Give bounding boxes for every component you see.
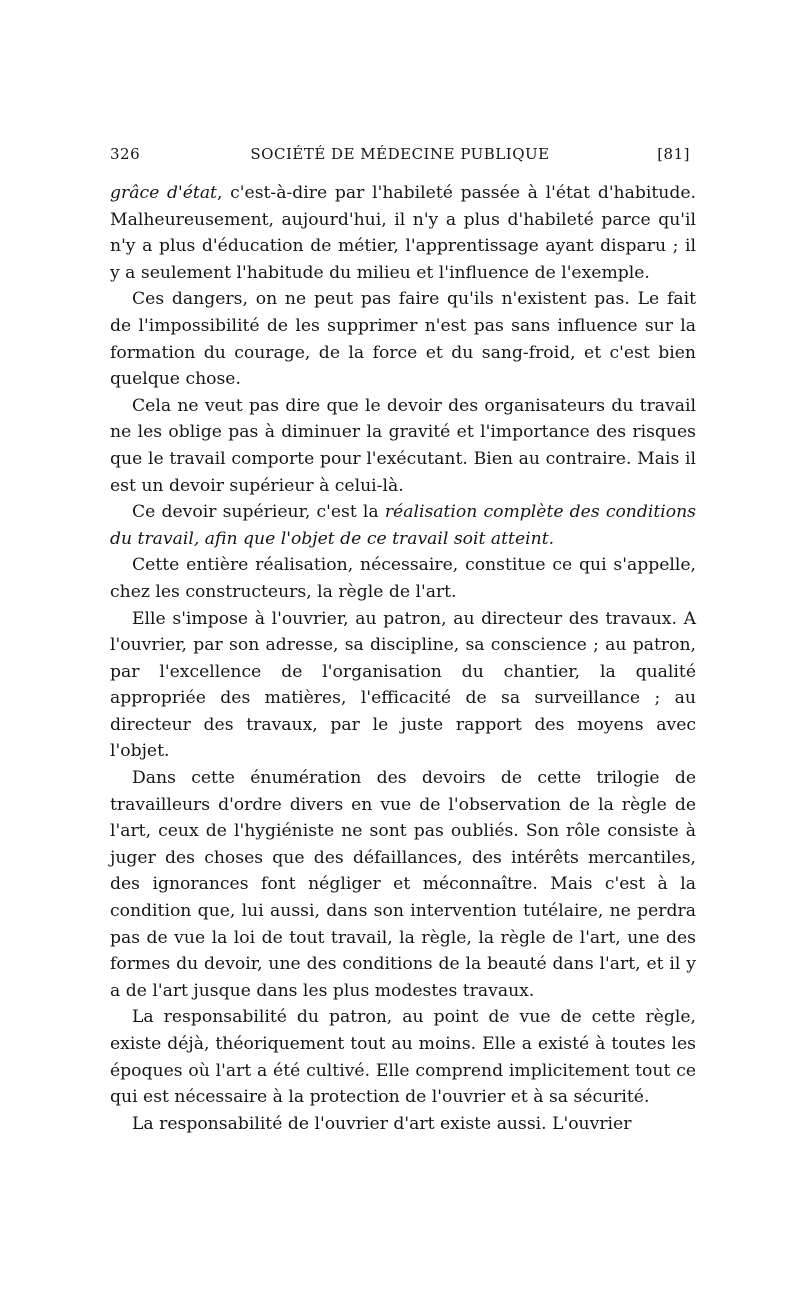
paragraph xyxy=(110,606,696,766)
paragraph-text: Dans cette énumération des devoirs de cette trilogie de travailleurs d'ordre divers en vue de l'observation de la règle de l'art, ceux de l'hygiéniste ne sont pas oubliés. Son rôle consiste à juger des choses que des défaillances, des intérêts mercantiles, des ignorances font négliger et méconnaître. Mais c'est à la condition que, lui aussi, dans son intervention tutélaire, ne perdra pas de vue la loi de tout travail, la règle, la règle de l'art, une des formes du devoir, une des conditions de la beauté dans l'art, et il y a de l'art jusque dans les plus modestes travaux. xyxy=(110,768,696,1001)
paragraph-text: La responsabilité de l'ouvrier d'art existe aussi. L'ouvrier xyxy=(132,1113,632,1134)
paragraph-text: Cela ne veut pas dire que le devoir des organisateurs du travail ne les oblige pas à diminuer la gravité et l'importance des risques que le travail comporte pour l'exécutant. Bien au contraire. Mais il est un devoir supérieur à celui-là. xyxy=(110,395,696,496)
paragraph xyxy=(110,286,696,392)
page-number: 326 xyxy=(110,145,141,163)
paragraph-text: Ce devoir supérieur, c'est la xyxy=(132,502,385,523)
body-text xyxy=(110,180,696,1137)
paragraph xyxy=(110,499,696,552)
paragraph-text: , c'est-à-dire par l'habileté passée à l'état d'habitude. Malheureusement, aujourd'hui, il n'y a plus d'habileté parce qu'il n'y a plus d'éducation de métier, l'apprentissage ayant disparu ; il y a seulement l'habitude du milieu et l'influence de l'exemple. xyxy=(110,183,696,283)
section-reference: [81] xyxy=(657,145,690,163)
italic-text: réalisation complète des conditions du travail, afin que l'objet de ce travail soit atteint. xyxy=(110,502,696,549)
paragraph xyxy=(110,1111,696,1138)
paragraph-text: La responsabilité du patron, au point de vue de cette règle, existe déjà, théoriquement tout au moins. Elle a existé à toutes les époques où l'art a été cultivé. Elle comprend implicitement tout ce qui est nécessaire à la protection de l'ouvrier et à sa sécurité. xyxy=(110,1007,696,1108)
paragraph-text: Cette entière réalisation, nécessaire, constitue ce qui s'appelle, chez les constructeurs, la règle de l'art. xyxy=(110,555,696,602)
paragraph xyxy=(110,552,696,605)
running-title: SOCIÉTÉ DE MÉDECINE PUBLIQUE xyxy=(250,145,550,163)
paragraph-text: Ces dangers, on ne peut pas faire qu'ils n'existent pas. Le fait de l'impossibilité de les supprimer n'est pas sans influence sur la formation du courage, de la force et du sang-froid, et c'est bien quelque chose. xyxy=(110,289,696,390)
running-header xyxy=(110,145,690,169)
paragraph xyxy=(110,765,696,1004)
paragraph xyxy=(110,180,696,286)
paragraph-text: Elle s'impose à l'ouvrier, au patron, au directeur des travaux. A l'ouvrier, par son adresse, sa discipline, sa conscience ; au patron, par l'excellence de l'organisation du chantier, la qualité appropriée des matières, l'efficacité de sa surveillance ; au directeur des travaux, par le juste rapport des moyens avec l'objet. xyxy=(110,608,696,762)
paragraph xyxy=(110,393,696,499)
paragraph xyxy=(110,1004,696,1110)
italic-text: grâce d'état xyxy=(110,183,217,203)
